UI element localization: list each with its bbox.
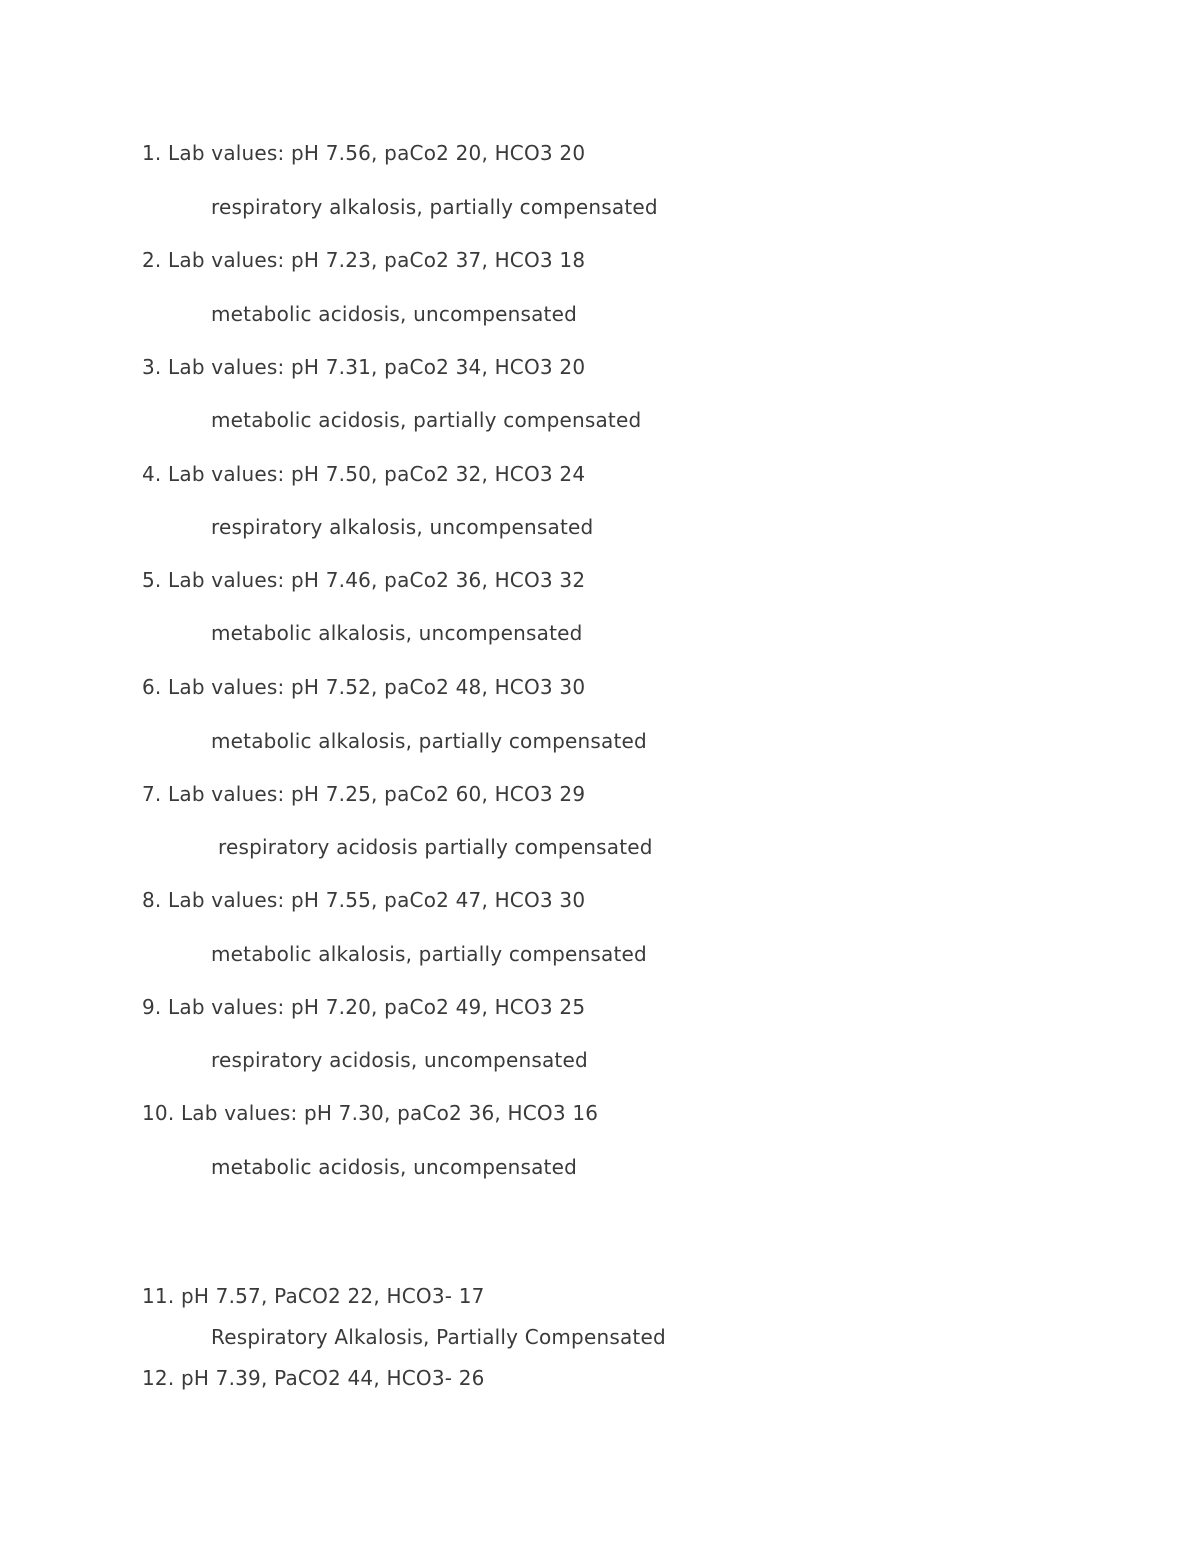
question-10: 10. Lab values: pH 7.30, paCo2 36, HCO3 16 <box>142 1101 599 1125</box>
question-8: 8. Lab values: pH 7.55, paCo2 47, HCO3 30 <box>142 888 586 912</box>
question-7: 7. Lab values: pH 7.25, paCo2 60, HCO3 29 <box>142 782 586 806</box>
answer-3: metabolic acidosis, partially compensated <box>211 408 642 432</box>
answer-11: Respiratory Alkalosis, Partially Compensated <box>211 1325 666 1349</box>
answer-9: respiratory acidosis, uncompensated <box>211 1048 588 1072</box>
answer-6: metabolic alkalosis, partially compensated <box>211 729 647 753</box>
answer-8: metabolic alkalosis, partially compensated <box>211 942 647 966</box>
question-11: 11. pH 7.57, PaCO2 22, HCO3- 17 <box>142 1284 485 1308</box>
question-5: 5. Lab values: pH 7.46, paCo2 36, HCO3 32 <box>142 568 586 592</box>
question-12: 12. pH 7.39, PaCO2 44, HCO3- 26 <box>142 1366 485 1390</box>
answer-4: respiratory alkalosis, uncompensated <box>211 515 594 539</box>
question-1: 1. Lab values: pH 7.56, paCo2 20, HCO3 20 <box>142 141 586 165</box>
answer-1: respiratory alkalosis, partially compensated <box>211 195 658 219</box>
question-9: 9. Lab values: pH 7.20, paCo2 49, HCO3 25 <box>142 995 586 1019</box>
question-2: 2. Lab values: pH 7.23, paCo2 37, HCO3 18 <box>142 248 586 272</box>
answer-10: metabolic acidosis, uncompensated <box>211 1155 577 1179</box>
question-4: 4. Lab values: pH 7.50, paCo2 32, HCO3 24 <box>142 462 586 486</box>
question-3: 3. Lab values: pH 7.31, paCo2 34, HCO3 20 <box>142 355 586 379</box>
answer-2: metabolic acidosis, uncompensated <box>211 302 577 326</box>
question-6: 6. Lab values: pH 7.52, paCo2 48, HCO3 30 <box>142 675 586 699</box>
answer-7: respiratory acidosis partially compensated <box>218 835 653 859</box>
answer-5: metabolic alkalosis, uncompensated <box>211 621 583 645</box>
